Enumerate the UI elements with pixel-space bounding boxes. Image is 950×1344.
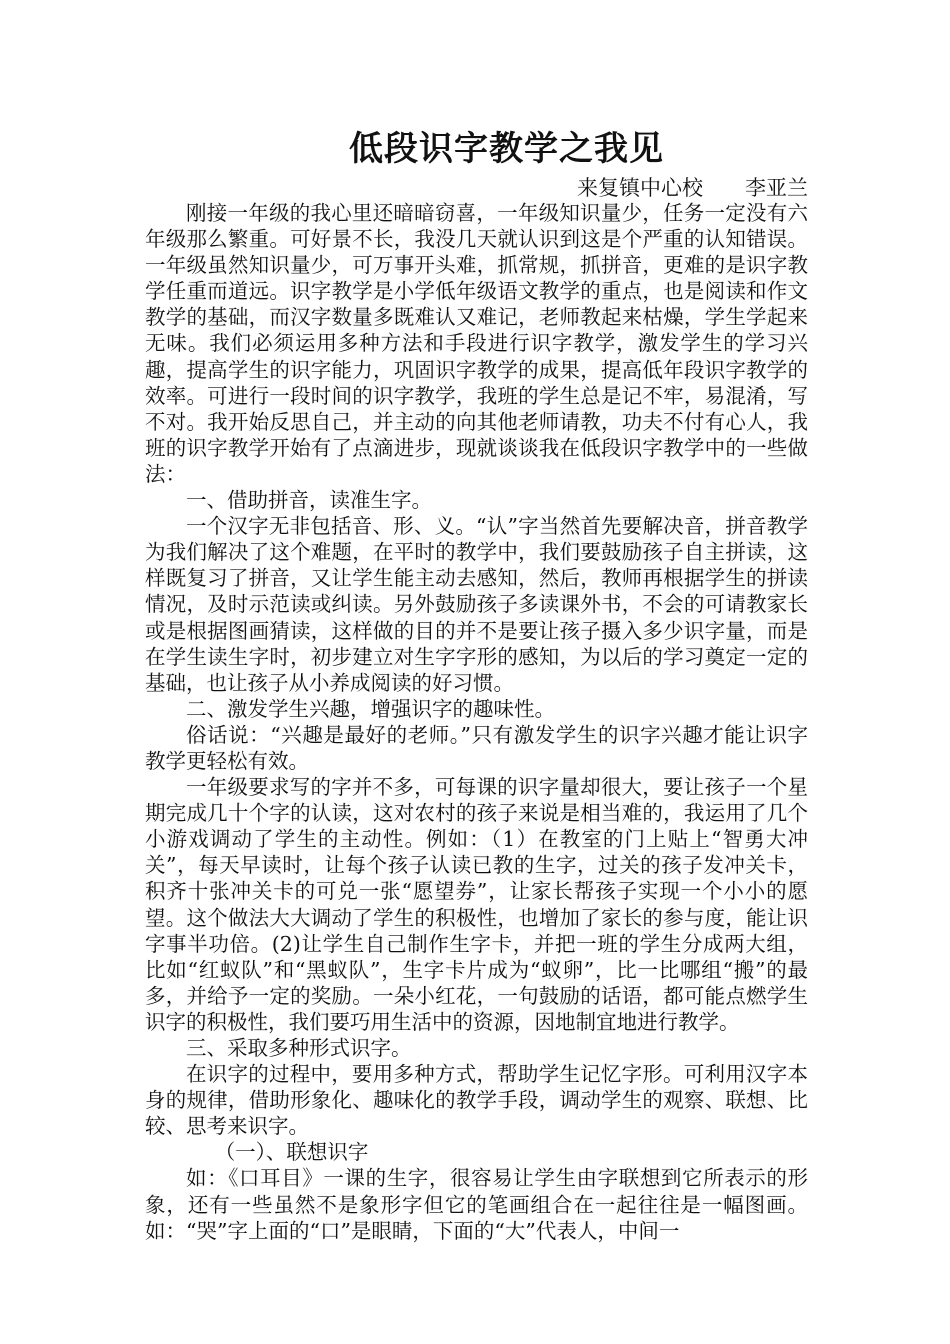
document-page [145,122,808,1244]
document-body [145,200,808,1244]
subsection-heading-1: （一）、联想识字 [214,1140,369,1165]
paragraph-pinyin: 一个汉字无非包括音、形、义。“认”字当然首先要解决音，拼音教学为我们解决了这个难题，在平时的教学中，我们要鼓励孩子自主拼读，这样既复习了拼音，又让学生能主动去感知，然后，教师再根据学生的拼读情况，及时示范读或纠读。另外鼓励孩子多读课外书，不会的可请教家长或是根据图画猜读，这样做的目的并不是要让孩子摄入多少识字量，而是在学生读生字时，初步建立对生字字形的感知，为以后的学习奠定一定的基础，也让孩子从小养成阅读的好习惯。 [145,514,808,695]
document-title: 低段识字教学之我见 [349,129,664,169]
paragraph-intro: 刚接一年级的我心里还暗暗窃喜，一年级知识量少，任务一定没有六年级那么繁重。可好景不长，我没几天就认识到这是个严重的认知错误。一年级虽然知识量少，可万事开头难，抓常规，抓拼音，更难的是识字教学任重而道远。识字教学是小学低年级语文教学的重点，也是阅读和作文教学的基础，而汉字数量多既难认又难记，老师教起来枯燥，学生学起来无味。我们必须运用多种方法和手段进行识字教学，激发学生的学习兴趣，提高学生的识字能力，巩固识字教学的成果，提高低年段识字教学的效率。可进行一段时间的识字教学，我班的学生总是记不牢，易混淆，写不对。我开始反思自己，并主动的向其他老师请教，功夫不付有心人，我班的识字教学开始有了点滴进步，现就谈谈我在低段识字教学中的一些做法： [145,201,808,486]
section-heading-2: 二、激发学生兴趣，增强识字的趣味性。 [186,696,555,721]
paragraph-proverb: 俗话说：“兴趣是最好的老师。”只有激发学生的识字兴趣才能让识字教学更轻松有效。 [145,722,808,773]
paragraph-methods: 在识字的过程中，要用多种方式，帮助学生记忆字形。可利用汉字本身的规律，借助形象化、趣味化的教学手段，调动学生的观察、联想、比较、思考来识字。 [145,1062,808,1139]
paragraph-games: 一年级要求写的字并不多，可每课的识字量却很大，要让孩子一个星期完成几十个字的认读，这对农村的孩子来说是相当难的，我运用了几个小游戏调动了学生的主动性。例如：（1）在教室的门上贴上“智勇大冲关”，每天早读时，让每个孩子认读已教的生字，过关的孩子发冲关卡，积齐十张冲关卡的可兑一张“愿望券”，让家长帮孩子实现一个小小的愿望。这个做法大大调动了学生的积极性，也增加了家长的参与度，能让识字事半功倍。(2)让学生自己制作生字卡，并把一班的学生分成两大组，比如“红蚁队”和“黑蚁队”，生字卡片成为“蚁卵”，比一比哪组“搬”的最多，并给予一定的奖励。一朵小红花，一句鼓励的话语，都可能点燃学生识字的积极性，我们要巧用生活中的资源，因地制宜地进行教学。 [145,775,808,1034]
section-heading-3: 三、采取多种形式识字。 [186,1036,412,1060]
paragraph-association: 如：《口耳目》一课的生字，很容易让学生由字联想到它所表示的形象，还有一些虽然不是象形字但它的笔画组合在一起往往是一幅图画。如：“哭”字上面的“口”是眼睛，下面的“大”代表人，中间一 [145,1166,808,1243]
section-heading-1: 一、借助拼音，读准生字。 [186,488,432,513]
author-byline: 来复镇中心校 李亚兰 [577,176,808,200]
